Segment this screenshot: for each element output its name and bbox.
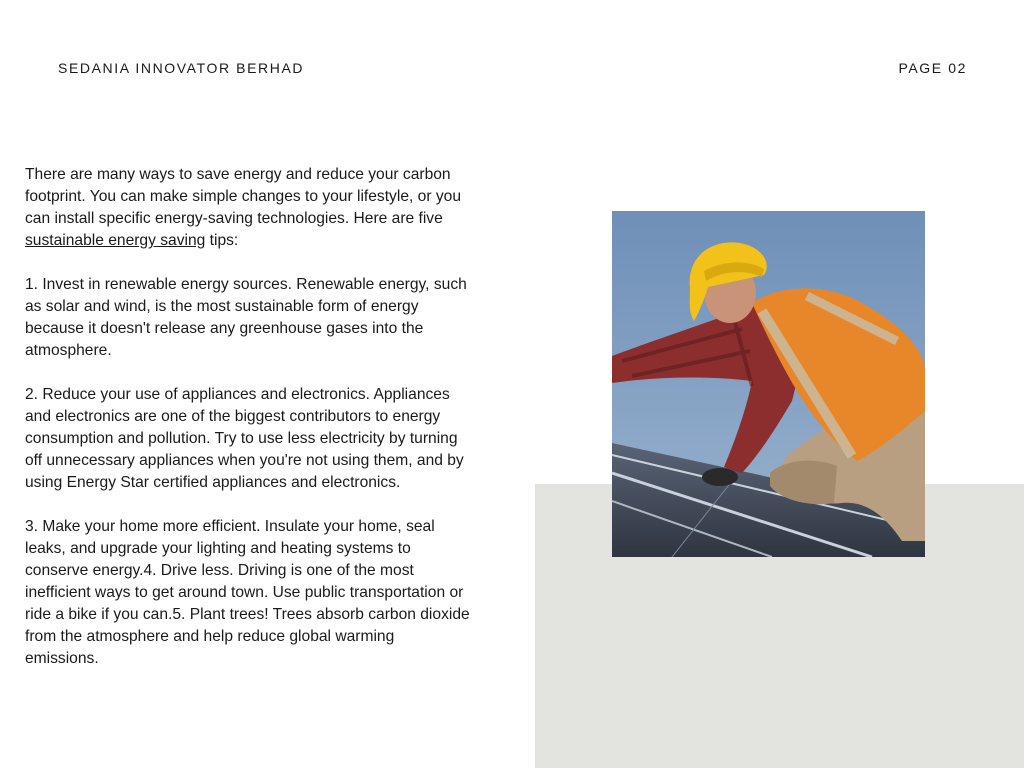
intro-text-end: tips: bbox=[205, 232, 239, 249]
sustainable-energy-link[interactable]: sustainable energy saving bbox=[25, 232, 206, 249]
article-body bbox=[25, 164, 470, 692]
intro-paragraph bbox=[25, 164, 470, 252]
solar-worker-photo bbox=[612, 211, 925, 557]
intro-text: There are many ways to save energy and reduce your carbon footprint. You can make simple changes to your lifestyle, or you can install specific energy-saving technologies. Here are five bbox=[25, 166, 461, 227]
company-name: SEDANIA INNOVATOR BERHAD bbox=[58, 60, 305, 76]
tip-paragraph-1: 1. Invest in renewable energy sources. Renewable energy, such as solar and wind, is the most sustainable form of energy because it doesn't release any greenhouse gases into the atmosphere. bbox=[25, 276, 467, 359]
page-number: PAGE 02 bbox=[898, 60, 967, 76]
tip-paragraph-2: 2. Reduce your use of appliances and electronics. Appliances and electronics are one of the biggest contributors to energy consumption and pollution. Try to use less electricity by turning off unnecessary appliances when you're not using them, and by using Energy Star certified appliances and electronics. bbox=[25, 386, 464, 491]
tip-paragraph-3: 3. Make your home more efficient. Insulate your home, seal leaks, and upgrade your lighting and heating systems to conserve energy.4. Drive less. Driving is one of the most inefficient ways to get around town. Use public transportation or ride a bike if you can.5. Plant trees! Trees absorb carbon dioxide from the atmosphere and help reduce global warming emissions. bbox=[25, 518, 470, 667]
